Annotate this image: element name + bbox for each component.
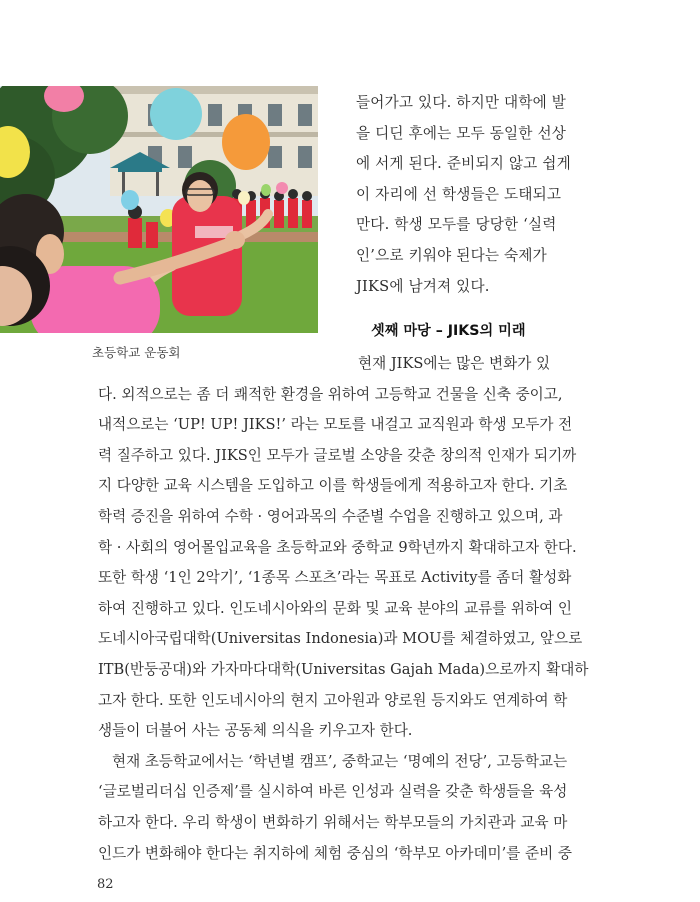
sports-day-illustration: [0, 86, 318, 333]
text-line: 을 디딘 후에는 모두 동일한 선상: [356, 124, 567, 142]
text-line: [98, 777, 572, 808]
text-line: [98, 594, 572, 625]
text-line-content: 하고자 한다. 우리 학생이 변화하기 위해서는 학부모들의 가치관과 교육 마: [98, 813, 568, 831]
text-line-content: 하여 진행하고 있다. 인도네시아와의 문화 및 교육 분야의 교류를 위하여 인: [98, 599, 572, 617]
text-line: 에 서게 된다. 준비되지 않고 쉽게: [356, 155, 571, 173]
text-line: [98, 716, 572, 747]
text-line: 들어가고 있다. 하지만 대학에 발: [356, 94, 567, 111]
text-line: [98, 441, 577, 472]
text-line: [98, 471, 572, 502]
page-number: 82: [97, 877, 114, 892]
section-heading: 셋째 마당 – JIKS의 미래: [371, 323, 526, 339]
text-line-content: 현재 초등학교에서는 ‘학년별 캠프’, 중학교는 ‘명예의 전당’, 고등학교는: [112, 752, 568, 770]
text-line: [98, 380, 572, 411]
text-line: [98, 839, 572, 870]
text-line: 인’으로 키워야 된다는 숙제가: [356, 246, 547, 264]
text-line: 만다. 학생 모두를 당당한 ‘실력: [356, 216, 557, 234]
text-line: JIKS에 남겨져 있다.: [356, 277, 490, 295]
text-line-content: 지 다양한 교육 시스템을 도입하고 이를 학생들에게 적용하고자 한다. 기초: [98, 477, 568, 495]
text-line-content: 생들이 더불어 사는 공동체 의식을 키우고자 한다.: [98, 722, 413, 740]
text-line-content: 도네시아국립대학(Universitas Indonesia)과 MOU를 체결하였고, 앞으로: [98, 630, 583, 648]
text-line: [98, 624, 583, 655]
text-line-content: 다. 외적으로는 좀 더 쾌적한 환경을 위하여 고등학교 건물을 신축 중이고,: [98, 385, 563, 403]
text-line: [98, 808, 572, 839]
text-line: [98, 747, 572, 778]
text-line: 이 자리에 선 학생들은 도태되고: [356, 185, 562, 203]
text-line-content: 또한 학생 ‘1인 2악기’, ‘1종목 스포츠’라는 목표로 Activity를 좀더 활성화: [98, 569, 572, 587]
text-line-content: 인드가 변화해야 한다는 취지하에 체험 중심의 ‘학부모 아카데미’를 준비 중: [98, 844, 572, 862]
text-line: [98, 563, 572, 594]
text-line-content: 학 · 사회의 영어몰입교육을 초등학교와 중학교 9학년까지 확대하고자 한다.: [98, 538, 577, 556]
text-line-content: 현재 JIKS에는 많은 변화가 있: [358, 355, 551, 372]
text-line: [98, 349, 572, 380]
text-line-content: ITB(반둥공대)와 가자마다대학(Universitas Gajah Mada)으로까지 확대하: [98, 660, 589, 678]
text-line: [98, 533, 577, 564]
text-line: [98, 655, 589, 686]
text-line-content: 고자 한다. 또한 인도네시아의 현지 고아원과 양로원 등지와도 연계하여 학: [98, 691, 568, 709]
body-text: [98, 349, 589, 869]
text-line-content: 력 질주하고 있다. JIKS인 모두가 글로벌 소양을 갖춘 창의적 인재가 되기까: [98, 446, 577, 464]
text-line: [98, 502, 572, 533]
right-column-text: [356, 88, 572, 302]
text-line-content: ‘글로벌리더십 인증제’를 실시하여 바른 인성과 실력을 갖춘 학생들을 육성: [98, 783, 568, 801]
text-line: [98, 686, 572, 717]
text-line-content: 내적으로는 ‘UP! UP! JIKS!’ 라는 모토를 내걸고 교직원과 학생 모두가 전: [98, 416, 573, 434]
text-line-content: 학력 증진을 위하여 수학 · 영어과목의 수준별 수업을 진행하고 있으며, 과: [98, 507, 563, 525]
photo-caption: 초등학교 운동회: [92, 345, 181, 360]
text-line: [98, 410, 572, 441]
sports-day-photo: [0, 86, 318, 333]
